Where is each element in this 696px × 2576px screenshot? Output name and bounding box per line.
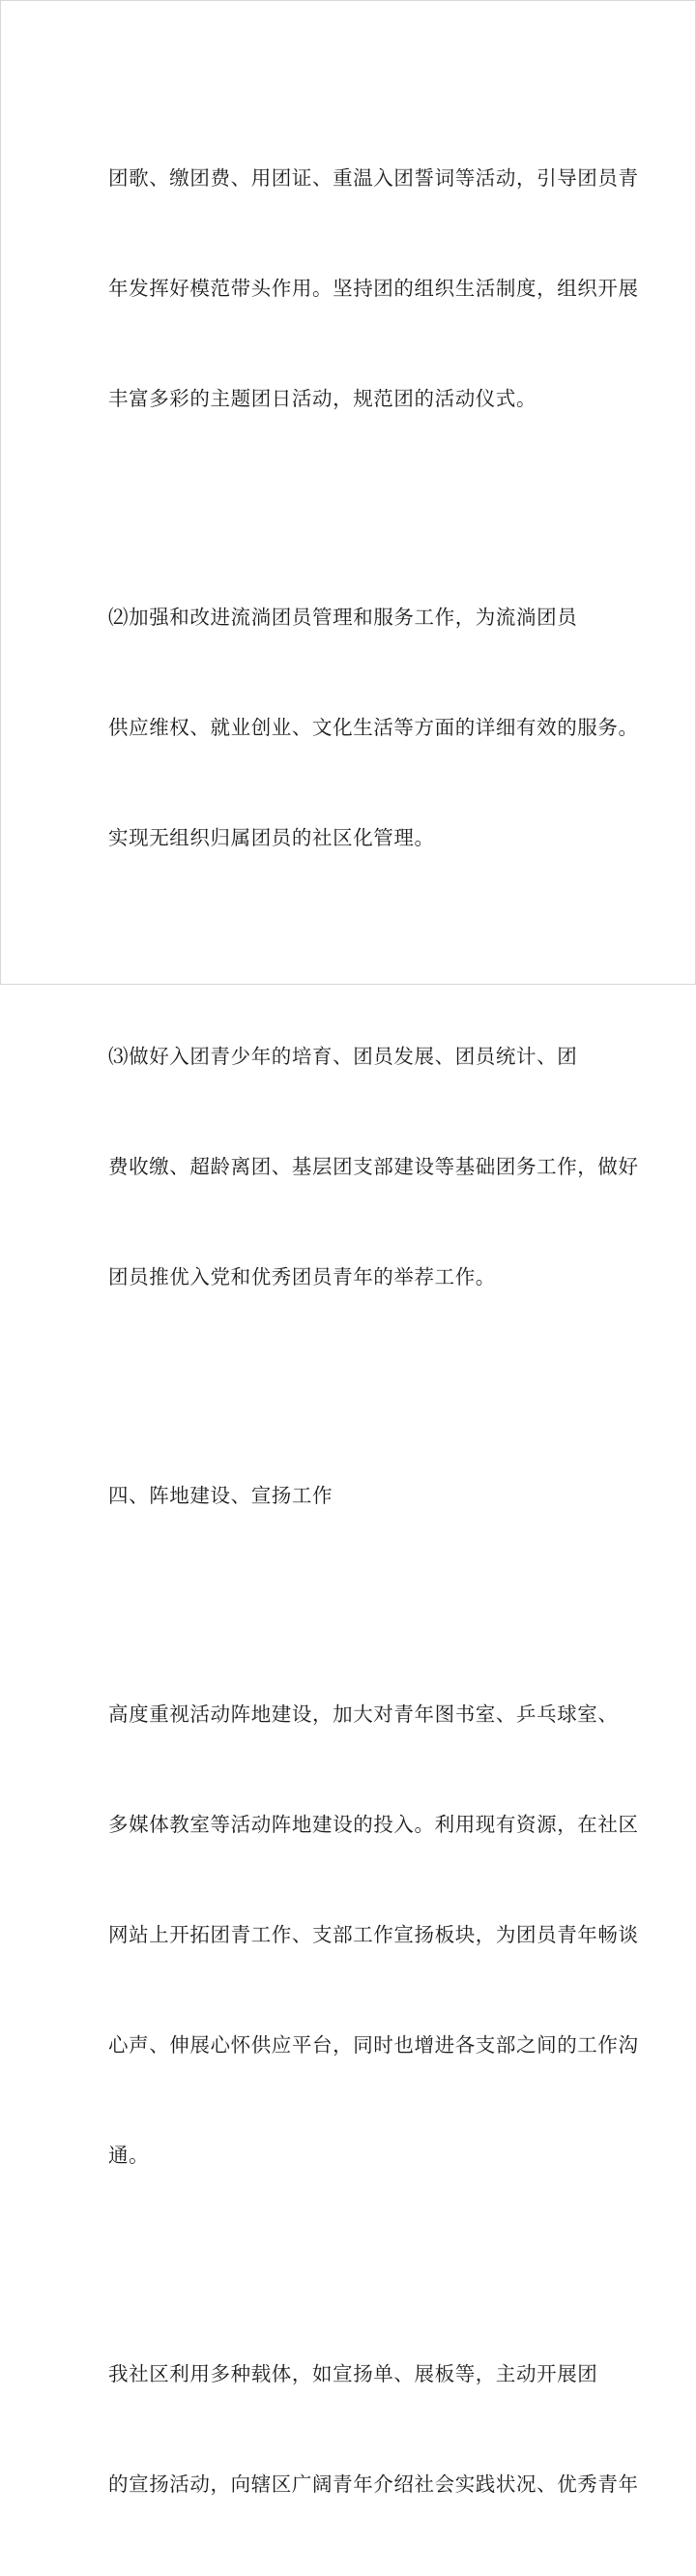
paragraph-continuation bbox=[108, 86, 639, 490]
text-line: 网站上开拓团青工作、支部工作宣扬板块，为团员青年畅谈 bbox=[108, 1923, 639, 1946]
text-line: ⑵加强和改进流淌团员管理和服务工作，为流淌团员 bbox=[108, 606, 578, 629]
text-line: 多媒体教室等活动阵地建设的投入。利用现有资源，在社区 bbox=[108, 1813, 639, 1836]
paragraph-position-building bbox=[108, 1622, 639, 2247]
text-line: 通。 bbox=[108, 2144, 150, 2167]
text-line: 的宣扬活动，向辖区广阔青年介绍社会实践状况、优秀青年 bbox=[108, 2472, 639, 2496]
text-line: ⑶做好入团青少年的培育、团员发展、团员统计、团 bbox=[108, 1045, 578, 1068]
text-line: 我社区利用多种载体，如宣扬单、展板等，主动开展团 bbox=[108, 2362, 598, 2385]
section-heading-text: 四、阵地建设、宣扬工作 bbox=[108, 1484, 334, 1507]
text-line: 实现无组织归属团员的社区化管理。 bbox=[108, 826, 435, 849]
document-body bbox=[108, 86, 639, 2576]
text-line: 高度重视活动阵地建设，加大对青年图书室、乒乓球室、 bbox=[108, 1703, 619, 1726]
paragraph-item-2 bbox=[108, 525, 639, 930]
text-line: 团员推优入党和优秀团员青年的举荐工作。 bbox=[108, 1265, 496, 1288]
paragraph-publicity bbox=[108, 2282, 639, 2576]
text-line: 丰富多彩的主题团日活动，规范团的活动仪式。 bbox=[108, 387, 537, 410]
text-line: 费收缴、超龄离团、基层团支部建设等基础团务工作，做好 bbox=[108, 1155, 639, 1178]
section-heading bbox=[108, 1404, 594, 1587]
paragraph-item-3 bbox=[108, 964, 639, 1369]
text-line: 团歌、缴团费、用团证、重温入团誓词等活动，引导团员青 bbox=[108, 166, 639, 190]
text-line: 心声、伸展心怀供应平台，同时也增进各支部之间的工作沟 bbox=[108, 2033, 639, 2057]
text-line: 年发挥好模范带头作用。坚持团的组织生活制度，组织开展 bbox=[108, 277, 639, 300]
text-line: 供应维权、就业创业、文化生活等方面的详细有效的服务。 bbox=[108, 716, 639, 739]
